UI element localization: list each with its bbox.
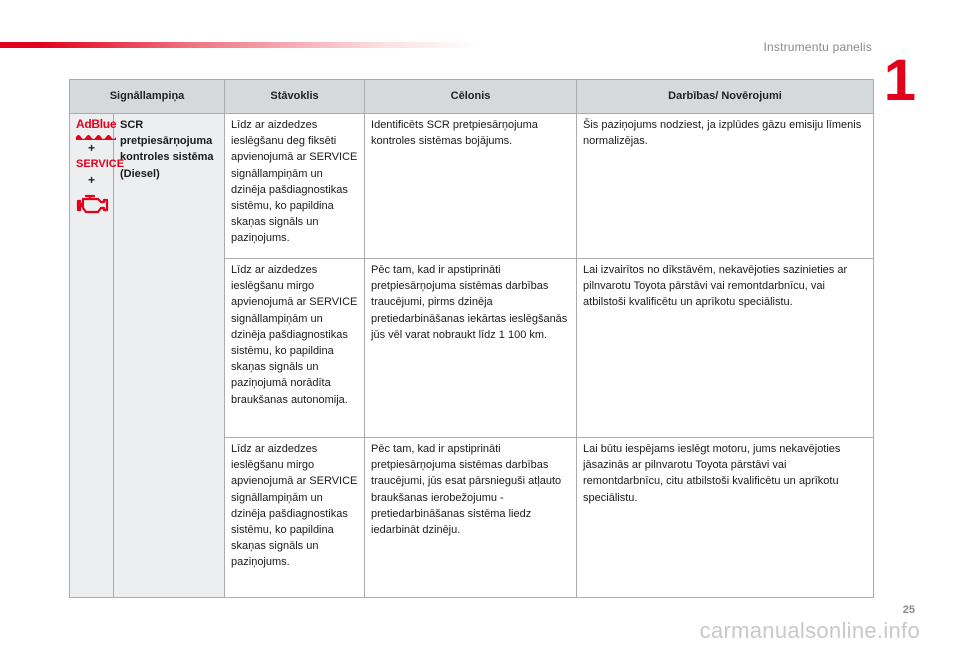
service-icon: SERVICE: [76, 158, 125, 171]
cause-cell: Identificēts SCR pretpiesārņojuma kontroles sistēmas bojājums.: [365, 114, 577, 259]
action-cell: Lai izvairītos no dīkstāvēm, nekavējoties sazinieties ar pilnvarotu Toyota pārstāvi vai remontdarbnīcu, vai atbilstoši kvalificētu un aprīkotu speciālistu.: [577, 259, 874, 438]
column-header-signal-lamp: Signāllampiņa: [70, 80, 225, 114]
engine-check-icon: [76, 192, 110, 216]
warning-lamp-table: [69, 79, 874, 598]
cause-cell: Pēc tam, kad ir apstiprināti pretpiesārņojuma sistēmas darbības traucējumi, pirms dzinēja pretiedarbināšanas iekārtas ieslēgšanās jūs vēl varat nobraukt līdz 1 100 km.: [365, 259, 577, 438]
indicator-icon-cell: [70, 114, 125, 598]
state-cell: Līdz ar aizdedzes ieslēgšanu mirgo apvienojumā ar SERVICE signāllampiņām un dzinēja pašdiagnostikas sistēmu, ko papildina skaņas signāls un paziņojumā norādīta braukšanas autonomija.: [225, 259, 365, 438]
table-row: [70, 114, 874, 259]
signal-name-cell: SCR pretpiesārņojuma kontroles sistēma (Diesel): [114, 114, 225, 598]
chapter-number: 1: [883, 48, 916, 113]
column-header-state: Stāvoklis: [225, 80, 365, 114]
action-cell: Šis paziņojums nodziest, ja izplūdes gāzu emisiju līmenis normalizējas.: [577, 114, 874, 259]
header-accent-bar: [0, 42, 480, 48]
page-number: 25: [902, 604, 915, 616]
state-cell: Līdz ar aizdedzes ieslēgšanu mirgo apvienojumā ar SERVICE signāllampiņām un dzinēja pašdiagnostikas sistēmu, ko papildina skaņas signāls un paziņojums.: [225, 438, 365, 598]
watermark-text: carmanualsonline.info: [699, 618, 920, 643]
plus-sign: +: [87, 141, 95, 156]
action-cell: Lai būtu iespējams ieslēgt motoru, jums nekavējoties jāsazinās ar pilnvarotu Toyota pārstāvi vai remontdarbnīcu, citu atbilstoši kvalificētu un aprīkotu speciālistu.: [577, 438, 874, 598]
adblue-icon: AdBlue: [76, 117, 117, 131]
state-cell: Līdz ar aizdedzes ieslēgšanu deg fiksēti apvienojumā ar SERVICE signāllampiņām un dzinēja pašdiagnostikas sistēmu, ko papildina skaņas signāls un paziņojums.: [225, 114, 365, 259]
section-title: Instrumentu panelis: [763, 40, 872, 54]
plus-sign: +: [87, 173, 95, 188]
column-header-actions: Darbības/ Novērojumi: [577, 80, 874, 114]
column-header-cause: Cēlonis: [365, 80, 577, 114]
table-header-row: [70, 80, 874, 114]
cause-cell: Pēc tam, kad ir apstiprināti pretpiesārņojuma sistēmas darbības traucējumi, jūs esat pārsnieguši atļauto braukšanas ierobežojumu - pretiedarbināšanas sistēma liedz iedarbināt dzinēju.: [365, 438, 577, 598]
adblue-wave-icon: [76, 133, 116, 140]
